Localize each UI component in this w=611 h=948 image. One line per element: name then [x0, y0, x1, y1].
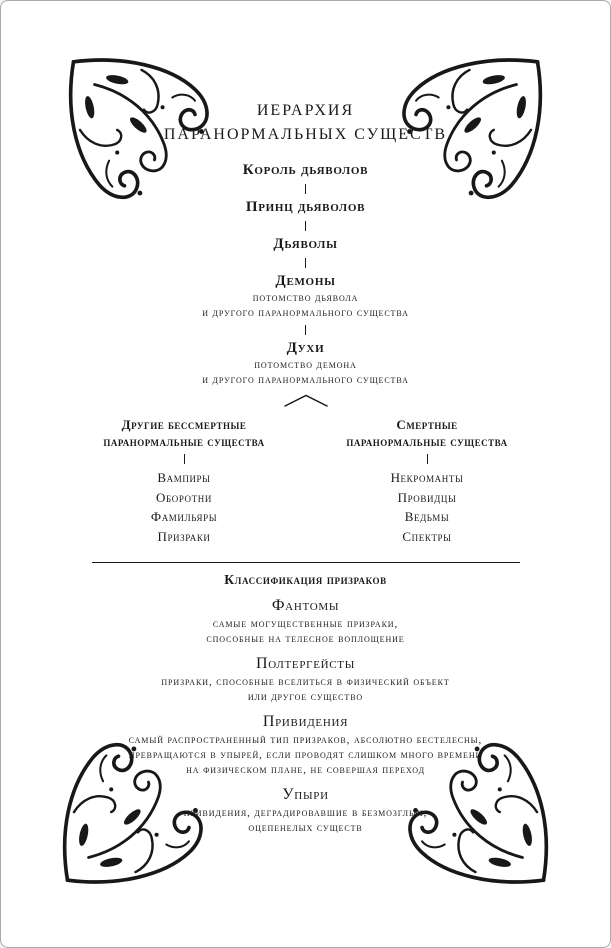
- connector-line: [305, 325, 306, 335]
- branch-item: Провидцы: [397, 489, 457, 505]
- branch-item: Вампиры: [157, 470, 211, 485]
- branch-item: Некроманты: [390, 470, 464, 485]
- page-title: [1, 99, 610, 147]
- entry-desc-line: оцепенелых существ: [248, 822, 363, 834]
- branch-item: Фамильяры: [150, 509, 218, 524]
- page-content: [1, 1, 610, 836]
- connector-line: [305, 221, 306, 231]
- entry-desc-line: призраки, способные вселиться в физический объект: [161, 676, 450, 688]
- branch-item: Призраки: [157, 528, 211, 544]
- chain-node-label: Демоны: [275, 273, 336, 289]
- branch-title-line: паранормальные существа: [103, 434, 265, 449]
- entry-desc-line: или другое существо: [247, 691, 364, 703]
- branch-title-line: паранормальные существа: [346, 434, 508, 449]
- entry-desc-line: самые могущественные призраки,: [212, 618, 399, 630]
- classification-entry: [1, 652, 610, 705]
- chain-node-label: Король дьяволов: [242, 162, 369, 178]
- entry-desc-line: самый распространенный тип призраков, абсолютно бестелесны,: [128, 734, 483, 746]
- entry-title: Фантомы: [271, 597, 340, 614]
- classification-section: [1, 571, 610, 836]
- branch-mortal: [306, 416, 549, 546]
- chain-node-label: Духи: [286, 340, 325, 356]
- branch-item: Ведьмы: [404, 509, 450, 524]
- classification-entry: [1, 710, 610, 778]
- chain-node-label: Принц дьяволов: [245, 199, 366, 215]
- entry-desc-line: превращаются в упырей, если проводят слишком много времени: [128, 749, 483, 761]
- entry-desc-line: способные на телесное воплощение: [206, 633, 405, 645]
- hierarchy-chain: [1, 161, 610, 408]
- page-title-line: ПАРАНОРМАЛЬНЫХ СУЩЕСТВ: [163, 126, 448, 143]
- branch-immortal: [63, 416, 306, 546]
- entry-title: Полтергейсты: [255, 655, 356, 672]
- page-title-line: ИЕРАРХИЯ: [256, 102, 355, 119]
- classification-entry: [1, 594, 610, 647]
- connector-line: [427, 454, 428, 464]
- chain-node-desc-line: потомство демона: [254, 359, 357, 371]
- entry-title: Привидения: [262, 713, 349, 730]
- branch-columns: [63, 416, 549, 546]
- entry-desc-line: на физическом плане, не совершая переход: [186, 764, 425, 776]
- chain-node-label: Дьяволы: [273, 236, 338, 252]
- chain-node-desc-line: и другого паранормального существа: [202, 307, 409, 319]
- chain-node-desc-line: и другого паранормального существа: [202, 374, 409, 386]
- chain-node-desc-line: потомство дьявола: [252, 292, 359, 304]
- entry-title: Упыри: [282, 786, 329, 803]
- classification-entry: [1, 783, 610, 836]
- classification-heading: Классификация призраков: [224, 572, 387, 587]
- branch-item: Оборотни: [156, 489, 212, 505]
- entry-desc-line: привидения, деградировавшие в безмозглых,: [183, 807, 428, 819]
- section-divider: [92, 562, 520, 563]
- connector-line: [305, 258, 306, 268]
- branch-title-line: Другие бессмертные: [121, 417, 247, 432]
- branch-title-line: Смертные: [396, 417, 458, 432]
- branch-item: Спектры: [402, 528, 452, 544]
- connector-line: [184, 454, 185, 464]
- connector-line: [305, 184, 306, 194]
- branch-split-icon: [282, 393, 330, 408]
